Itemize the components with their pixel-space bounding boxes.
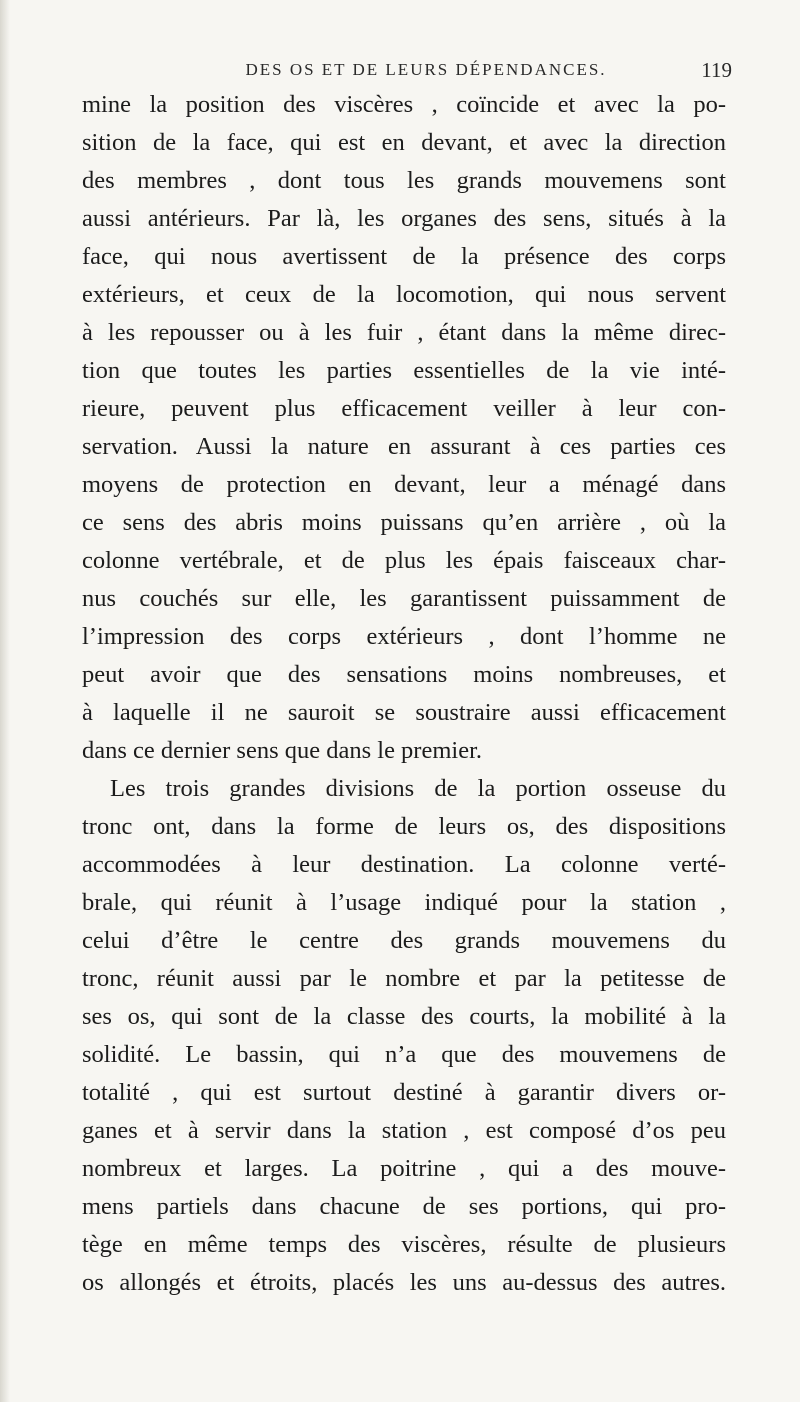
text-line: servation. Aussi la nature en assurant à ces parties ces bbox=[82, 433, 726, 460]
text-line: celui d’être le centre des grands mouvemens du bbox=[82, 927, 726, 954]
text-line: accommodées à leur destination. La colonne verté- bbox=[82, 851, 726, 878]
text-line: à les repousser ou à les fuir , étant dans la même direc- bbox=[82, 319, 726, 346]
running-head bbox=[120, 58, 732, 82]
text-line: des membres , dont tous les grands mouvemens sont bbox=[82, 167, 726, 194]
text-line: à laquelle il ne sauroit se soustraire aussi efficacement bbox=[82, 699, 726, 726]
text-line: aussi antérieurs. Par là, les organes des sens, situés à la bbox=[82, 205, 726, 232]
text-line: mens partiels dans chacune de ses portions, qui pro- bbox=[82, 1193, 726, 1220]
text-line: moyens de protection en devant, leur a ménagé dans bbox=[82, 471, 726, 498]
page-edge-shadow bbox=[0, 0, 10, 1402]
text-line: totalité , qui est surtout destiné à garantir divers or- bbox=[82, 1079, 726, 1106]
text-line: os allongés et étroits, placés les uns au-dessus des autres. bbox=[82, 1269, 726, 1296]
text-line: tège en même temps des viscères, résulte de plusieurs bbox=[82, 1231, 726, 1258]
text-line: nombreux et larges. La poitrine , qui a des mouve- bbox=[82, 1155, 726, 1182]
text-line: mine la position des viscères , coïncide et avec la po- bbox=[82, 91, 726, 118]
text-line: ses os, qui sont de la classe des courts, la mobilité à la bbox=[82, 1003, 726, 1030]
paragraph-start-line: Les trois grandes divisions de la portion osseuse du bbox=[110, 775, 726, 802]
text-line: l’impression des corps extérieurs , dont l’homme ne bbox=[82, 623, 726, 650]
text-line: extérieurs, et ceux de la locomotion, qui nous servent bbox=[82, 281, 726, 308]
text-line: tronc ont, dans la forme de leurs os, des dispositions bbox=[82, 813, 726, 840]
text-line: tion que toutes les parties essentielles de la vie inté- bbox=[82, 357, 726, 384]
text-line: ce sens des abris moins puissans qu’en arrière , où la bbox=[82, 509, 726, 536]
text-line: sition de la face, qui est en devant, et avec la direction bbox=[82, 129, 726, 156]
text-line: peut avoir que des sensations moins nombreuses, et bbox=[82, 661, 726, 688]
text-line: solidité. Le bassin, qui n’a que des mouvemens de bbox=[82, 1041, 726, 1068]
page-number: 119 bbox=[701, 58, 732, 82]
text-line: face, qui nous avertissent de la présence des corps bbox=[82, 243, 726, 270]
paragraph-end-line: dans ce dernier sens que dans le premier. bbox=[82, 737, 483, 764]
text-line: colonne vertébrale, et de plus les épais faisceaux char- bbox=[82, 547, 726, 574]
text-line: rieure, peuvent plus efficacement veiller à leur con- bbox=[82, 395, 726, 422]
text-line: tronc, réunit aussi par le nombre et par la petitesse de bbox=[82, 965, 726, 992]
text-line: ganes et à servir dans la station , est composé d’os peu bbox=[82, 1117, 726, 1144]
text-line: brale, qui réunit à l’usage indiqué pour la station , bbox=[82, 889, 726, 916]
running-title: DES OS ET DE LEURS DÉPENDANCES. bbox=[245, 60, 607, 79]
text-line: nus couchés sur elle, les garantissent puissamment de bbox=[82, 585, 726, 612]
